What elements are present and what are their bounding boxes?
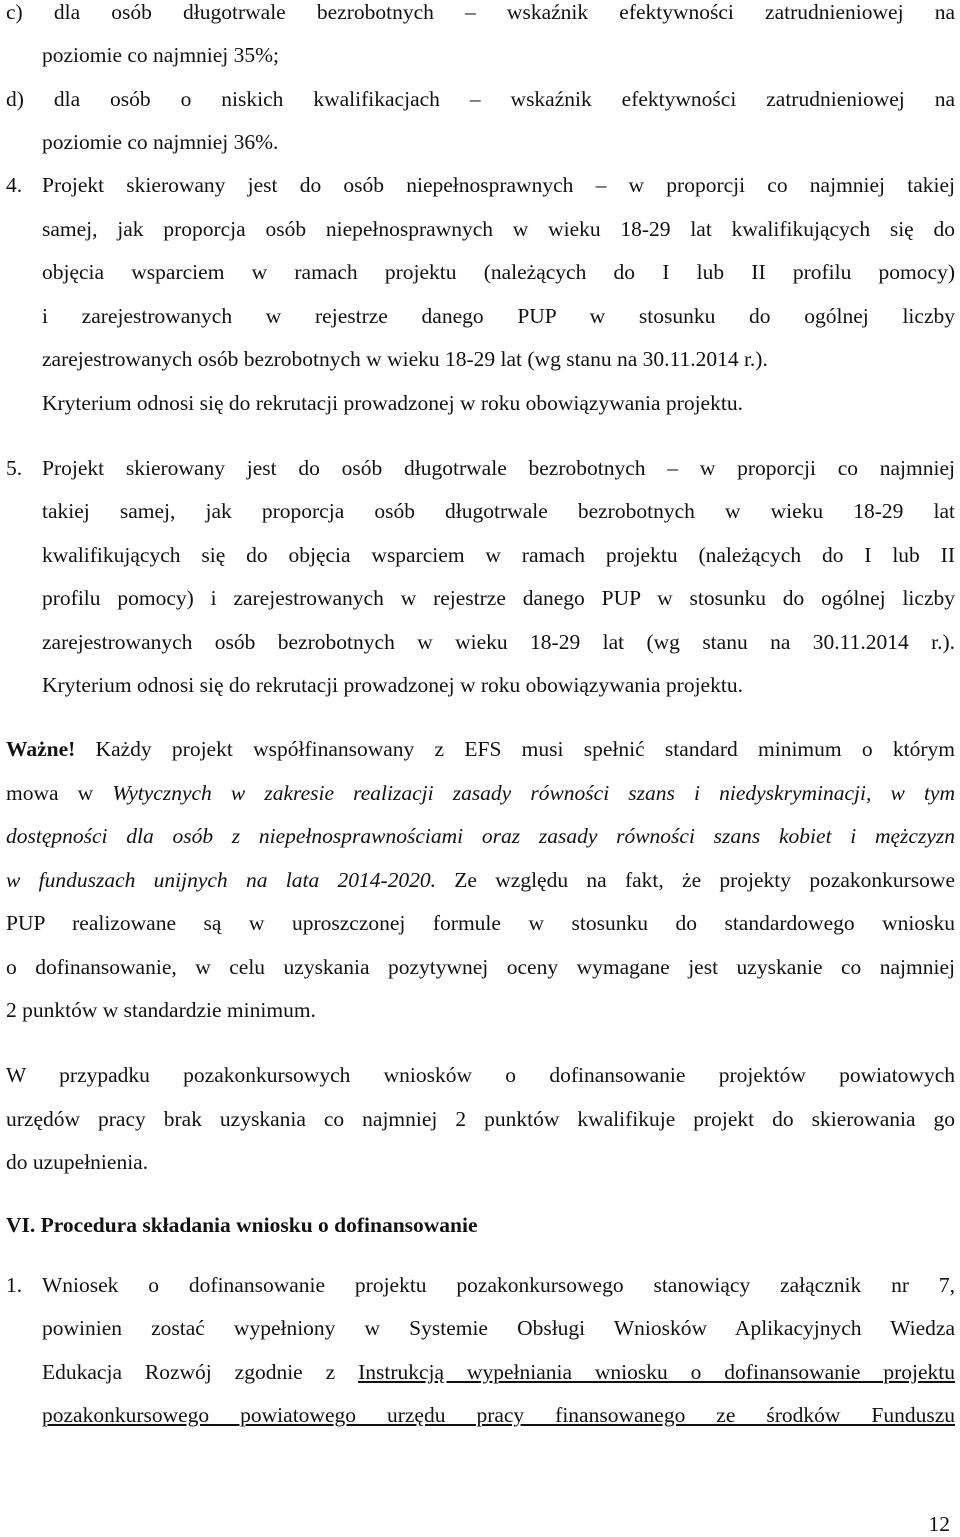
important-note-line-3 [6,821,955,851]
paragraph-line-2: urzędów pracy brak uzyskania co najmniej 2 punktów kwalifikuje projekt do skierowania go [6,1107,955,1131]
list-item-d-line-1: d) dla osób o niskich kwalifikacjach – wskaźnik efektywności zatrudnieniowej na [6,87,955,111]
item-5-line-5: zarejestrowanych osób bezrobotnych w wieku 18-29 lat (wg stanu na 30.11.2014 r.). [42,630,955,654]
paragraph-line-3: do uzupełnienia. [6,1150,149,1174]
section-item-1-text-3: Edukacja Rozwój zgodnie z [42,1360,359,1384]
page-number: 12 [928,1512,950,1536]
important-note-line-5: PUP realizowane są w uproszczonej formule w stosunku do standardowego wniosku [6,911,955,935]
guidelines-title-part-2: dostępności dla osób z niepełnosprawnościami oraz zasady równości szans kobiet i mężczyzn [6,824,955,848]
item-4-line-2: samej, jak proporcja osób niepełnosprawnych w wieku 18-29 lat kwalifikujących się do [42,217,955,241]
item-4-line-3: objęcia wsparciem w ramach projektu (należących do I lub II profilu pomocy) [42,260,955,284]
important-note-line-7: 2 punktów w standardzie minimum. [6,998,316,1022]
section-item-1-line-4 [42,1400,955,1430]
item-4-line-4: i zarejestrowanych w rejestrze danego PUP w stosunku do ogólnej liczby [42,304,955,328]
list-item-d-line-2: poziomie co najmniej 36%. [42,130,279,154]
paragraph-line-1: W przypadku pozakonkursowych wniosków o dofinansowanie projektów powiatowych [6,1063,955,1087]
item-5-line-3: kwalifikujących się do objęcia wsparciem w ramach projektu (należących do I lub II [42,543,955,567]
item-4-line-1: Projekt skierowany jest do osób niepełnosprawnych – w proporcji co najmniej takiej [42,173,955,197]
section-item-1-line-1: Wniosek o dofinansowanie projektu pozakonkursowego stanowiący załącznik nr 7, [42,1273,955,1297]
important-note-line-2 [6,778,955,808]
item-5-number: 5. [6,456,23,480]
item-4-number: 4. [6,173,23,197]
section-item-1-number: 1. [6,1273,23,1297]
item-5-line-4: profilu pomocy) i zarejestrowanych w rejestrze danego PUP w stosunku do ogólnej liczby [42,586,955,610]
important-note-text-1: Każdy projekt współfinansowany z EFS musi spełnić standard minimum o którym [75,737,955,761]
item-5-line-2: takiej samej, jak proporcja osób długotrwale bezrobotnych w wieku 18-29 lat [42,499,955,523]
item-4-line-6: Kryterium odnosi się do rekrutacji prowadzonej w roku obowiązywania projektu. [42,391,743,415]
item-5-line-6: Kryterium odnosi się do rekrutacji prowadzonej w roku obowiązywania projektu. [42,673,743,697]
important-note-text-4: Ze względu na fakt, że projekty pozakonkursowe [436,868,955,892]
section-item-1-line-2: powinien zostać wypełniony w Systemie Obsługi Wniosków Aplikacyjnych Wiedza [42,1316,955,1340]
important-note-line-6: o dofinansowanie, w celu uzyskania pozytywnej oceny wymagane jest uzyskanie co najmniej [6,955,955,979]
list-item-c-line-2: poziomie co najmniej 35%; [42,43,280,67]
section-item-1-line-3 [42,1357,955,1387]
important-note-line-1 [6,734,955,764]
item-4-line-5: zarejestrowanych osób bezrobotnych w wieku 18-29 lat (wg stanu na 30.11.2014 r.). [42,347,768,371]
guidelines-title-part-3: w funduszach unijnych na lata 2014-2020. [6,868,437,892]
list-item-c-line-1: c) dla osób długotrwale bezrobotnych – wskaźnik efektywności zatrudnieniowej na [6,0,955,24]
item-5-line-1: Projekt skierowany jest do osób długotrwale bezrobotnych – w proporcji co najmniej [42,456,955,480]
instruction-link-part-1[interactable]: Instrukcją wypełniania wniosku o dofinansowanie projektu [358,1360,955,1384]
important-label: Ważne! [6,737,76,761]
important-note-text-2: mowa w [6,781,113,805]
guidelines-title-part-1: Wytycznych w zakresie realizacji zasady równości szans i niedyskryminacji, w tym [112,781,955,805]
important-note-line-4 [6,865,955,895]
instruction-link-part-2[interactable]: pozakonkursowego powiatowego urzędu pracy finansowanego ze środków Funduszu [42,1403,955,1427]
section-heading: VI. Procedura składania wniosku o dofinansowanie [6,1213,478,1237]
